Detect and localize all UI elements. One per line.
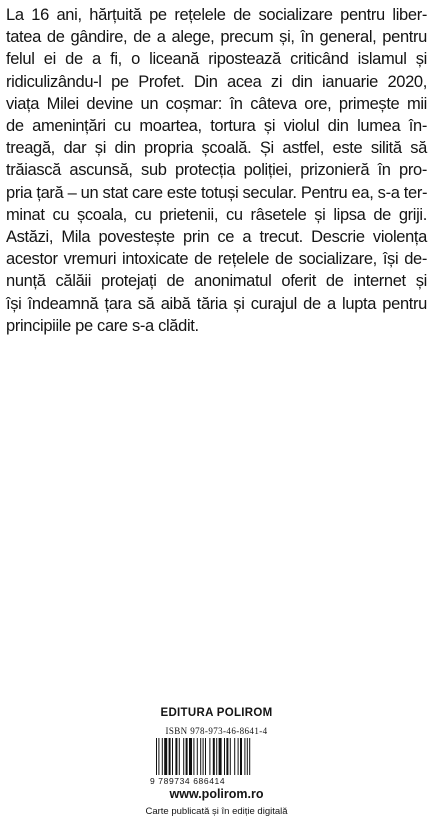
blurb-line: acestor vremuri intoxicate de rețelele de socializare, își de- bbox=[6, 250, 427, 269]
blurb-line: La 16 ani, hărțuită pe rețelele de socializare pentru liber- bbox=[6, 6, 427, 24]
blurb-line: ridiculizându-l pe Profet. Din acea zi din ianuarie 2020, bbox=[6, 72, 427, 91]
barcode bbox=[148, 737, 286, 786]
barcode-bars bbox=[148, 737, 286, 777]
blurb-line: își îndeamnă țara să aibă tăria și curajul de a lupta pentru bbox=[6, 294, 427, 313]
publisher-website: www.polirom.ro bbox=[169, 787, 264, 801]
blurb-line: trăiască ascunsă, sub protecția poliției, prizonieră în pro- bbox=[6, 161, 427, 180]
blurb-line: felul ei de a fi, o liceană ripostează criticând islamul și bbox=[6, 50, 427, 69]
blurb-line: de amenințări cu moartea, tortura și violul din lumea în- bbox=[6, 117, 427, 136]
blurb-line: viața Milei devine un coșmar: în câteva ore, primește mii bbox=[6, 94, 427, 113]
blurb-line: nunță călăii protejați de anonimatul oferit de internet și bbox=[6, 272, 427, 291]
isbn-number: ISBN 978-973-46-8641-4 bbox=[165, 726, 268, 736]
blurb-line: minat cu școala, cu prietenii, cu râsetele și lipsa de griji. bbox=[6, 205, 427, 224]
blurb-line: treagă, dar și din propria școală. Și astfel, este silită să bbox=[6, 139, 427, 158]
blurb-line: tatea de gândire, de a alege, precum și, în general, pentru bbox=[6, 28, 427, 47]
publisher-name: EDITURA POLIROM bbox=[160, 707, 273, 719]
blurb-line: Astăzi, Mila povestește prin ce a trecut. Descrie violența bbox=[6, 228, 427, 247]
blurb-line: pria țară – un stat care este totuși secular. Pentru ea, s-a ter- bbox=[6, 183, 428, 202]
back-cover-blurb bbox=[6, 4, 427, 337]
digital-edition-note: Carte publicată și în ediție digitală bbox=[145, 806, 288, 817]
blurb-line: principiile pe care s-a clădit. bbox=[6, 316, 199, 335]
barcode-digits: 9 789734 686414 bbox=[150, 776, 226, 786]
